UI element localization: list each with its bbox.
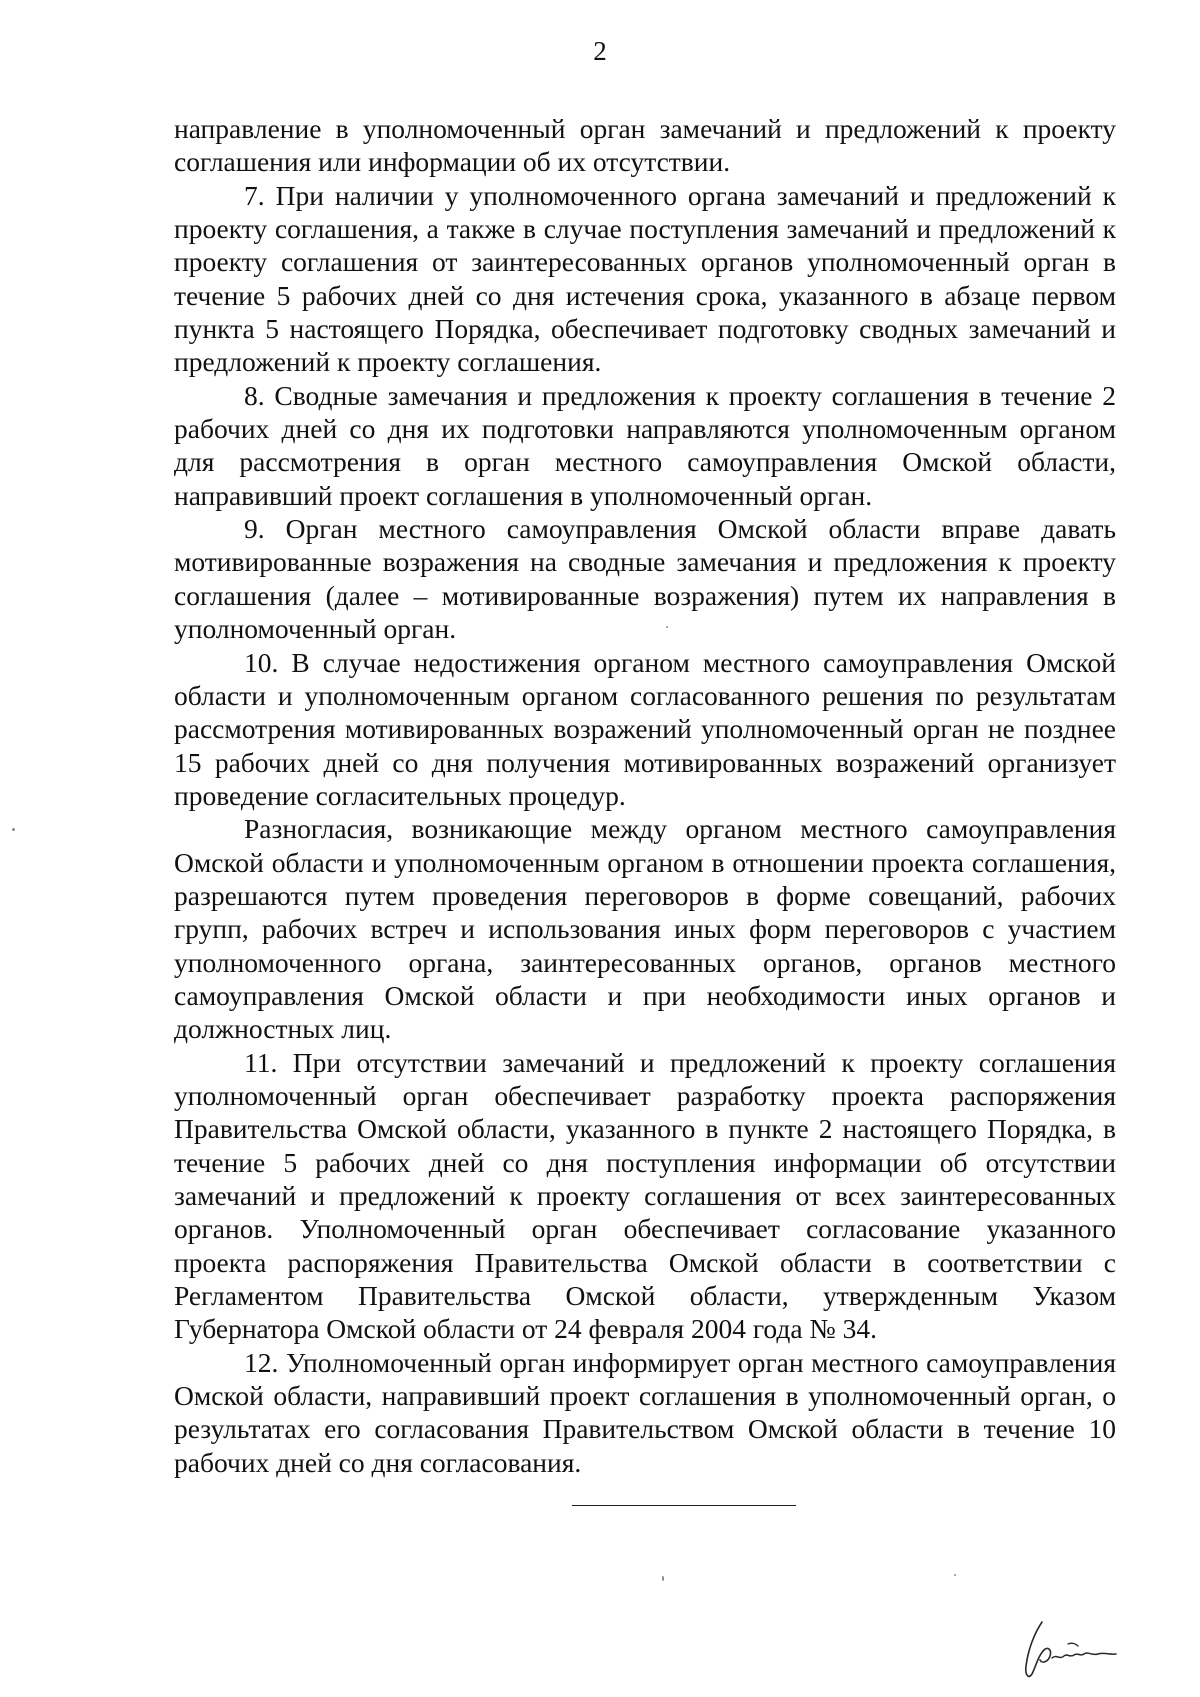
paragraph-item-12: 12. Уполномоченный орган информирует орган местного самоуправления Омской области, направивший проект соглашения в уполномоченный орган, о результатах его согласования Правительством Омской области в течение 10 рабочих дней со дня согласования. <box>174 1346 1116 1478</box>
paragraph-item-9: 9. Орган местного самоуправления Омской области вправе давать мотивированные возражения на сводные замечания и предложения к проекту соглашения (далее – мотивированные возражения) путем их направления в уполномоченный орган. <box>174 513 1116 645</box>
scan-speck <box>666 626 668 628</box>
paragraph-item-8: 8. Сводные замечания и предложения к проекту соглашения в течение 2 рабочих дней со дня их подготовки направляются уполномоченным органом для рассмотрения в орган местного самоуправления Омской области, направивший проект соглашения в уполномоченный орган. <box>174 379 1116 511</box>
scan-speck <box>662 1576 664 1581</box>
scan-speck <box>12 828 15 831</box>
paragraph-item-10: 10. В случае недостижения органом местного самоуправления Омской области и уполномоченным органом согласованного решения по результатам рассмотрения мотивированных возражений уполномоченный орган не позднее 15 рабочих дней со дня получения мотивированных возражений организует проведение согласительных процедур. <box>174 646 1116 811</box>
scan-speck <box>954 1574 956 1576</box>
paragraph-item-11: 11. При отсутствии замечаний и предложений к проекту соглашения уполномоченный орган обеспечивает разработку проекта распоряжения Правительства Омской области, указанного в пункте 2 настоящего Порядка, в течение 5 рабочих дней со дня поступления информации об отсутствии замечаний и предложений к проекту соглашения от всех заинтересованных органов. Уполномоченный орган обеспечивает согласование указанного проекта распоряжения Правительства Омской области в соответствии с Регламентом Правительства Омской области, утвержденным Указом Губернатора Омской области от 24 февраля 2004 года № 34. <box>174 1046 1116 1345</box>
page-number: 2 <box>593 36 607 66</box>
paragraph-disagreements: Разногласия, возникающие между органом местного самоуправления Омской области и уполномоченным органом в отношении проекта соглашения, разрешаются путем проведения переговоров в форме совещаний, рабочих групп, рабочих встреч и использования иных форм переговоров с участием уполномоченного органа, заинтересованных органов, органов местного самоуправления Омской области и при необходимости иных органов и должностных лиц. <box>174 813 1116 1045</box>
paragraph-item-7: 7. При наличии у уполномоченного органа замечаний и предложений к проекту соглашения, а также в случае поступления замечаний и предложений к проекту соглашения от заинтересованных органов уполномоченный орган в течение 5 рабочих дней со дня истечения срока, указанного в абзаце первом пункта 5 настоящего Порядка, обеспечивает подготовку сводных замечаний и предложений к проекту соглашения. <box>174 179 1116 378</box>
end-divider-line <box>572 1505 796 1506</box>
paragraph-continuation: направление в уполномоченный орган замечаний и предложений к проекту соглашения или информации об их отсутствии. <box>174 113 1116 178</box>
handwritten-initials-signature <box>1012 1614 1122 1684</box>
document-body <box>174 112 1116 1479</box>
